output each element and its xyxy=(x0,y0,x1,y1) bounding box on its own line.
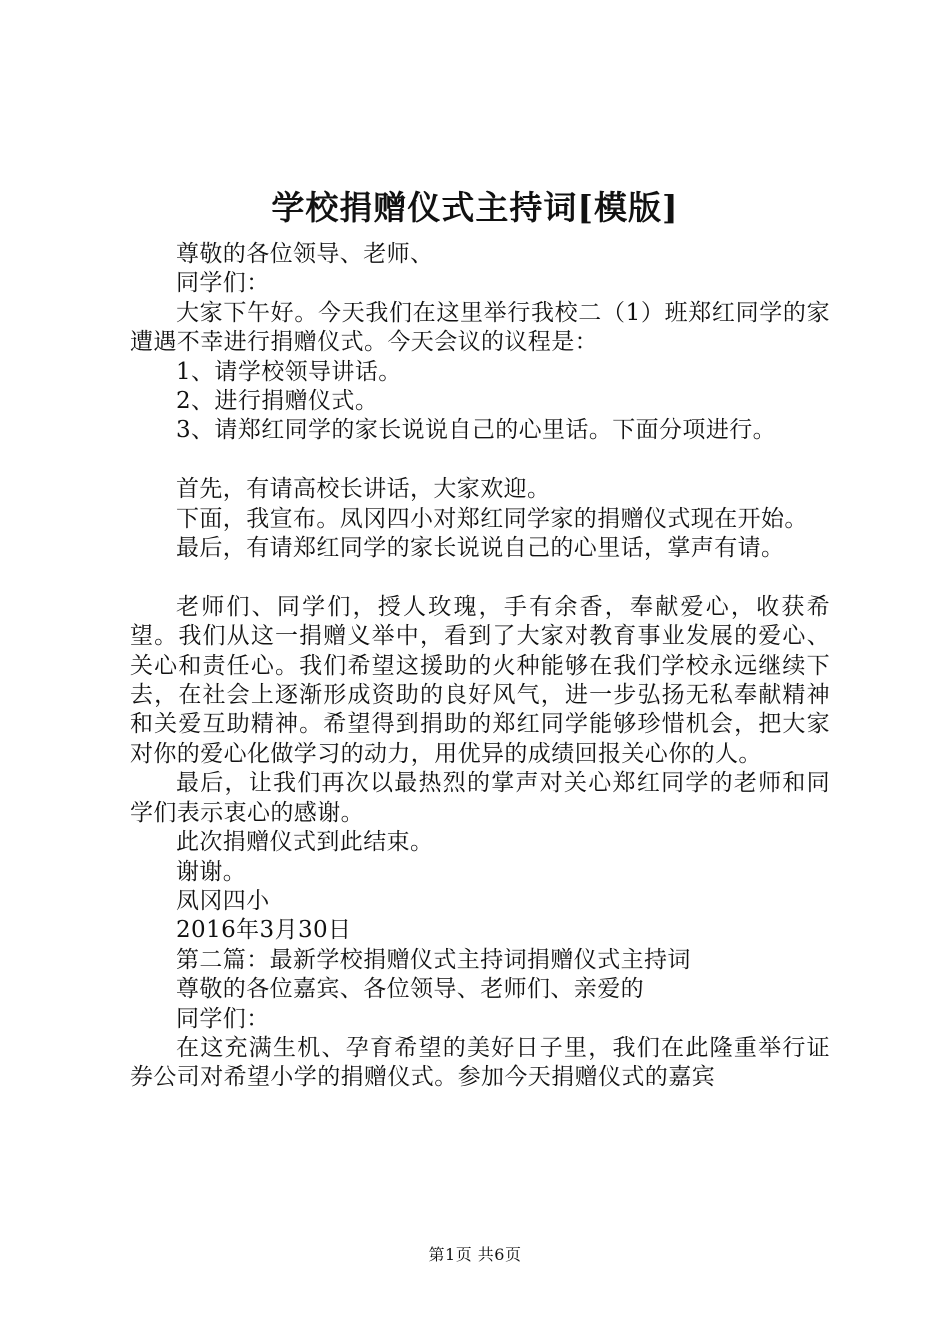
page-footer: 第1页 共6页 xyxy=(428,1245,522,1264)
paragraph: 最后，有请郑红同学的家长说说自己的心里话，掌声有请。 xyxy=(176,535,785,562)
document-title: 学校捐赠仪式主持词[模版] xyxy=(271,188,679,227)
paragraph: 第二篇：最新学校捐赠仪式主持词捐赠仪式主持词 xyxy=(176,946,691,973)
paragraph: 老师们、同学们，授人玫瑰，手有余香，奉献爱心，收获希望。我们从这一捐赠义举中，看到了大家对教育事业发展的爱心、关心和责任心。我们希望这援助的火种能够在我们学校永远继续下去，在社会上逐渐形成资助的良好风气，进一步弘扬无私奉献精神和关爱互助精神。希望得到捐助的郑红同学能够珍惜机会，把大家对你的爱心化做学习的动力，用优异的成绩回报关心你的人。 xyxy=(130,593,830,767)
paragraph: 凤冈四小 xyxy=(176,887,270,914)
paragraph: 同学们： xyxy=(176,1005,270,1032)
paragraph: 此次捐赠仪式到此结束。 xyxy=(176,829,434,856)
document-body xyxy=(130,240,830,1093)
paragraph: 3、请郑红同学的家长说说自己的心里话。下面分项进行。 xyxy=(176,417,777,444)
paragraph: 2016年3月30日 xyxy=(176,917,352,944)
paragraph: 首先，有请高校长讲话，大家欢迎。 xyxy=(176,476,551,503)
paragraph: 谢谢。 xyxy=(176,858,247,885)
paragraph: 尊敬的各位领导、老师、 xyxy=(176,241,434,267)
paragraph: 尊敬的各位嘉宾、各位领导、老师们、亲爱的 xyxy=(176,976,644,1003)
paragraph: 最后，让我们再次以最热烈的掌声对关心郑红同学的老师和同学们表示衷心的感谢。 xyxy=(130,770,830,826)
paragraph: 大家下午好。今天我们在这里举行我校二（1）班郑红同学的家遭遇不幸进行捐赠仪式。今天会议的议程是： xyxy=(130,299,830,356)
paragraph: 下面，我宣布。凤冈四小对郑红同学家的捐赠仪式现在开始。 xyxy=(176,505,808,532)
paragraph: 在这充满生机、孕育希望的美好日子里，我们在此隆重举行证券公司对希望小学的捐赠仪式。参加今天捐赠仪式的嘉宾 xyxy=(130,1034,830,1091)
paragraph: 同学们： xyxy=(176,270,270,297)
paragraph: 2、进行捐赠仪式。 xyxy=(176,388,379,415)
paragraph: 1、请学校领导讲话。 xyxy=(176,358,402,385)
